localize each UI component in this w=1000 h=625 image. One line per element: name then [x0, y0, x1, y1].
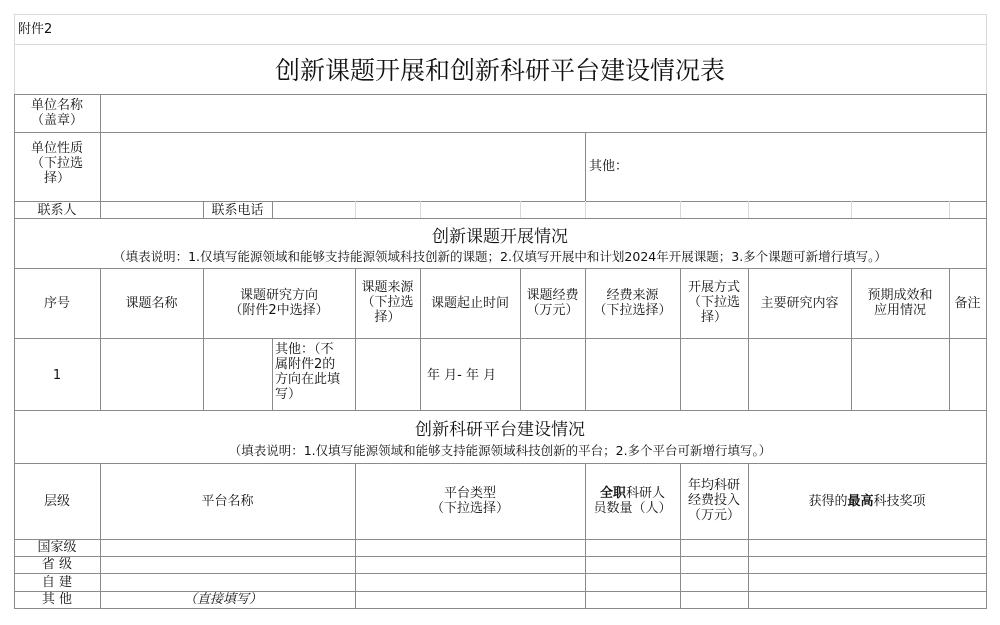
col-header-outcome: 预期成效和 应用情况	[867, 288, 933, 318]
platform-type-cells[interactable]	[356, 540, 585, 608]
grid-line	[986, 14, 987, 94]
level-national: 国家级	[37, 540, 77, 555]
col-header-platform-type: 平台类型 （下拉选择）	[430, 486, 509, 516]
level-provincial: 省 级	[41, 557, 73, 572]
outcome-cell[interactable]	[852, 339, 949, 410]
unit-type-other-field[interactable]	[630, 133, 986, 201]
col-header-project-name: 课题名称	[125, 296, 178, 311]
phone-label: 联系电话	[211, 203, 264, 218]
staff-bold-text: 全职	[599, 486, 626, 501]
staff-rest-text: 科研人 员数量（人）	[593, 486, 672, 516]
fill-hint[interactable]: （直接填写）	[184, 592, 263, 607]
project-name-cell[interactable]	[101, 339, 203, 410]
col-header-remark: 备注	[954, 296, 981, 311]
mode-cell[interactable]	[681, 339, 748, 410]
level-self-built: 自 建	[41, 575, 73, 590]
col-header-direction: 课题研究方向 （附件2中选择）	[229, 288, 329, 318]
col-header-no: 序号	[43, 296, 70, 311]
projects-section-title: 创新课题开展情况	[432, 227, 568, 247]
award-cells[interactable]	[749, 540, 986, 608]
col-header-platform-name: 平台名称	[201, 494, 254, 509]
page-title: 创新课题开展和创新科研平台建设情况表	[274, 56, 725, 85]
grid-line	[14, 14, 986, 15]
col-header-level: 层级	[43, 494, 70, 509]
col-header-content: 主要研究内容	[760, 296, 839, 311]
funding-cell[interactable]	[521, 339, 585, 410]
col-header-annual-funding: 年均科研 经费投入 （万元）	[687, 478, 740, 523]
other-direction-text[interactable]: 其他：（不 属附件2的 方向在此填 写）	[275, 342, 341, 402]
col-header-award	[748, 494, 986, 509]
award-pre-text: 获得的	[808, 494, 848, 509]
platform-name-cell[interactable]	[101, 574, 355, 591]
col-header-period: 课题起止时间	[430, 296, 509, 311]
funding-source-cell[interactable]	[586, 339, 680, 410]
content-cell[interactable]	[749, 339, 851, 410]
col-header-staff	[585, 486, 680, 516]
platform-name-cell[interactable]	[101, 557, 355, 573]
phone-field[interactable]	[273, 202, 985, 218]
unit-type-dropdown[interactable]	[101, 133, 585, 201]
platforms-note: （填表说明：1.仅填写能源领域和能够支持能源领域科技创新的平台；2.多个平台可新增行填写。）	[228, 443, 772, 458]
col-header-source: 课题来源 （下拉选 择）	[361, 280, 414, 325]
unit-type-label: 单位性质 （下拉选 择）	[30, 141, 83, 186]
unit-name-label: 单位名称 （盖章）	[30, 98, 83, 128]
unit-name-field[interactable]	[101, 95, 986, 132]
contact-field[interactable]	[101, 202, 203, 218]
annual-funding-cells[interactable]	[681, 540, 748, 608]
staff-count-cells[interactable]	[586, 540, 680, 608]
grid-line	[14, 44, 986, 45]
attachment-label: 附件2	[18, 22, 53, 37]
source-cell[interactable]	[356, 339, 420, 410]
col-header-funding-source: 经费来源 （下拉选择）	[593, 288, 672, 318]
level-other: 其 他	[41, 592, 73, 607]
col-header-mode: 开展方式 （下拉选 择）	[687, 280, 740, 325]
period-cell[interactable]: 年 月- 年 月	[427, 368, 497, 383]
platform-name-cell[interactable]	[101, 540, 355, 556]
award-post-text: 科技奖项	[873, 494, 926, 509]
grid-line	[14, 14, 15, 44]
remark-cell[interactable]	[950, 339, 986, 410]
award-bold-text: 最高	[847, 494, 874, 509]
direction-cell[interactable]	[204, 339, 272, 410]
projects-note: （填表说明：1.仅填写能源领域和能够支持能源领域科技创新的课题；2.仅填写开展中和计划2024年开展课题；3.多个课题可新增行填写。）	[113, 249, 887, 264]
platforms-section-title: 创新科研平台建设情况	[415, 420, 585, 440]
contact-label: 联系人	[37, 203, 77, 218]
row-no: 1	[52, 368, 62, 383]
unit-type-other-label: 其他：	[589, 159, 629, 174]
col-header-funding: 课题经费 （万元）	[526, 288, 579, 318]
